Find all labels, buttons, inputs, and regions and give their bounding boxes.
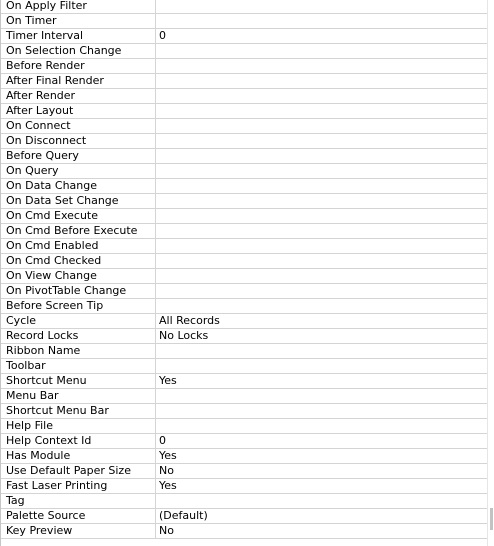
property-name[interactable]: Help Context Id	[1, 434, 156, 448]
property-row[interactable]	[1, 89, 487, 104]
property-value[interactable]: No	[159, 524, 174, 537]
property-value[interactable]	[156, 284, 487, 298]
property-row[interactable]	[1, 269, 487, 284]
property-row[interactable]	[1, 509, 487, 524]
property-row[interactable]	[1, 404, 487, 419]
property-value[interactable]	[156, 254, 487, 268]
property-row[interactable]	[1, 134, 487, 149]
property-row[interactable]	[1, 434, 487, 449]
property-row[interactable]	[1, 254, 487, 269]
property-name[interactable]: Before Screen Tip	[1, 299, 156, 313]
property-name[interactable]: On Cmd Execute	[1, 209, 156, 223]
property-value[interactable]	[156, 89, 487, 103]
property-name[interactable]: On Cmd Before Execute	[1, 224, 156, 238]
vertical-scrollbar[interactable]	[487, 0, 494, 546]
property-value[interactable]: Yes	[159, 479, 177, 492]
property-name[interactable]: After Final Render	[1, 74, 156, 88]
property-row[interactable]	[1, 224, 487, 239]
property-value[interactable]	[156, 149, 487, 163]
property-row[interactable]	[1, 449, 487, 464]
property-name[interactable]: Toolbar	[1, 359, 156, 373]
property-value[interactable]	[156, 209, 487, 223]
property-name[interactable]: On Data Change	[1, 179, 156, 193]
property-value[interactable]	[156, 269, 487, 283]
property-name[interactable]: On View Change	[1, 269, 156, 283]
property-value[interactable]: Yes	[159, 374, 177, 387]
property-value[interactable]	[156, 224, 487, 238]
property-value[interactable]	[156, 404, 487, 418]
property-name[interactable]: On Timer	[1, 14, 156, 28]
property-value[interactable]	[156, 164, 487, 178]
property-name[interactable]: On Query	[1, 164, 156, 178]
property-row[interactable]	[1, 419, 487, 434]
property-value[interactable]	[156, 179, 487, 193]
property-value[interactable]	[156, 44, 487, 58]
property-name[interactable]: Help File	[1, 419, 156, 433]
property-name[interactable]: Record Locks	[1, 329, 156, 343]
property-name[interactable]: Use Default Paper Size	[1, 464, 156, 478]
property-name[interactable]: Shortcut Menu Bar	[1, 404, 156, 418]
property-value[interactable]	[156, 299, 487, 313]
property-row[interactable]	[1, 314, 487, 329]
property-row[interactable]	[1, 284, 487, 299]
property-value[interactable]	[156, 74, 487, 88]
property-name[interactable]: On Selection Change	[1, 44, 156, 58]
property-row[interactable]	[1, 179, 487, 194]
property-value[interactable]	[156, 119, 487, 133]
property-name[interactable]: Tag	[1, 494, 156, 508]
property-name[interactable]: Palette Source	[1, 509, 156, 523]
property-name[interactable]: On Connect	[1, 119, 156, 133]
property-value[interactable]	[156, 239, 487, 253]
property-row[interactable]	[1, 74, 487, 89]
property-value[interactable]	[156, 59, 487, 73]
property-row[interactable]	[1, 494, 487, 509]
property-name[interactable]: Cycle	[1, 314, 156, 328]
property-row[interactable]	[1, 0, 487, 14]
property-value[interactable]: No Locks	[159, 329, 209, 342]
property-value[interactable]	[156, 494, 487, 508]
property-value[interactable]	[156, 419, 487, 433]
property-name[interactable]: On Cmd Checked	[1, 254, 156, 268]
property-name[interactable]: Timer Interval	[1, 29, 156, 43]
property-row[interactable]	[1, 59, 487, 74]
property-row[interactable]	[1, 344, 487, 359]
property-value[interactable]: No	[159, 464, 174, 477]
property-name[interactable]: On Cmd Enabled	[1, 239, 156, 253]
property-value[interactable]	[156, 194, 487, 208]
property-name[interactable]: Before Query	[1, 149, 156, 163]
property-row[interactable]	[1, 389, 487, 404]
property-row[interactable]	[1, 524, 487, 539]
property-value[interactable]	[156, 104, 487, 118]
property-value[interactable]: 0	[159, 29, 166, 42]
property-row[interactable]	[1, 119, 487, 134]
property-row[interactable]	[1, 194, 487, 209]
property-value[interactable]	[156, 389, 487, 403]
property-value[interactable]: (Default)	[159, 509, 208, 522]
property-row[interactable]	[1, 359, 487, 374]
property-row[interactable]	[1, 479, 487, 494]
property-row[interactable]	[1, 239, 487, 254]
property-row[interactable]	[1, 104, 487, 119]
property-row[interactable]	[1, 209, 487, 224]
property-value[interactable]	[156, 344, 487, 358]
property-name[interactable]: On PivotTable Change	[1, 284, 156, 298]
property-row[interactable]	[1, 299, 487, 314]
property-name[interactable]: Menu Bar	[1, 389, 156, 403]
property-name[interactable]: On Data Set Change	[1, 194, 156, 208]
property-name[interactable]: Has Module	[1, 449, 156, 463]
property-name[interactable]: Shortcut Menu	[1, 374, 156, 388]
property-value[interactable]: Yes	[159, 449, 177, 462]
property-value[interactable]	[156, 134, 487, 148]
property-name[interactable]: After Layout	[1, 104, 156, 118]
property-value[interactable]	[156, 0, 487, 13]
property-value[interactable]	[156, 359, 487, 373]
property-row[interactable]	[1, 374, 487, 389]
property-row[interactable]	[1, 464, 487, 479]
property-name[interactable]: On Apply Filter	[1, 0, 156, 13]
property-row[interactable]	[1, 164, 487, 179]
property-row[interactable]	[1, 149, 487, 164]
property-name[interactable]: Before Render	[1, 59, 156, 73]
property-row[interactable]	[1, 329, 487, 344]
property-row[interactable]	[1, 29, 487, 44]
property-value[interactable]: 0	[159, 434, 166, 447]
property-name[interactable]: Key Preview	[1, 524, 156, 538]
property-value[interactable]	[156, 14, 487, 28]
property-value[interactable]: All Records	[159, 314, 220, 327]
property-row[interactable]	[1, 44, 487, 59]
property-name[interactable]: On Disconnect	[1, 134, 156, 148]
property-name[interactable]: Ribbon Name	[1, 344, 156, 358]
scrollbar-thumb[interactable]	[490, 508, 493, 530]
property-name[interactable]: After Render	[1, 89, 156, 103]
property-row[interactable]	[1, 14, 487, 29]
property-name[interactable]: Fast Laser Printing	[1, 479, 156, 493]
